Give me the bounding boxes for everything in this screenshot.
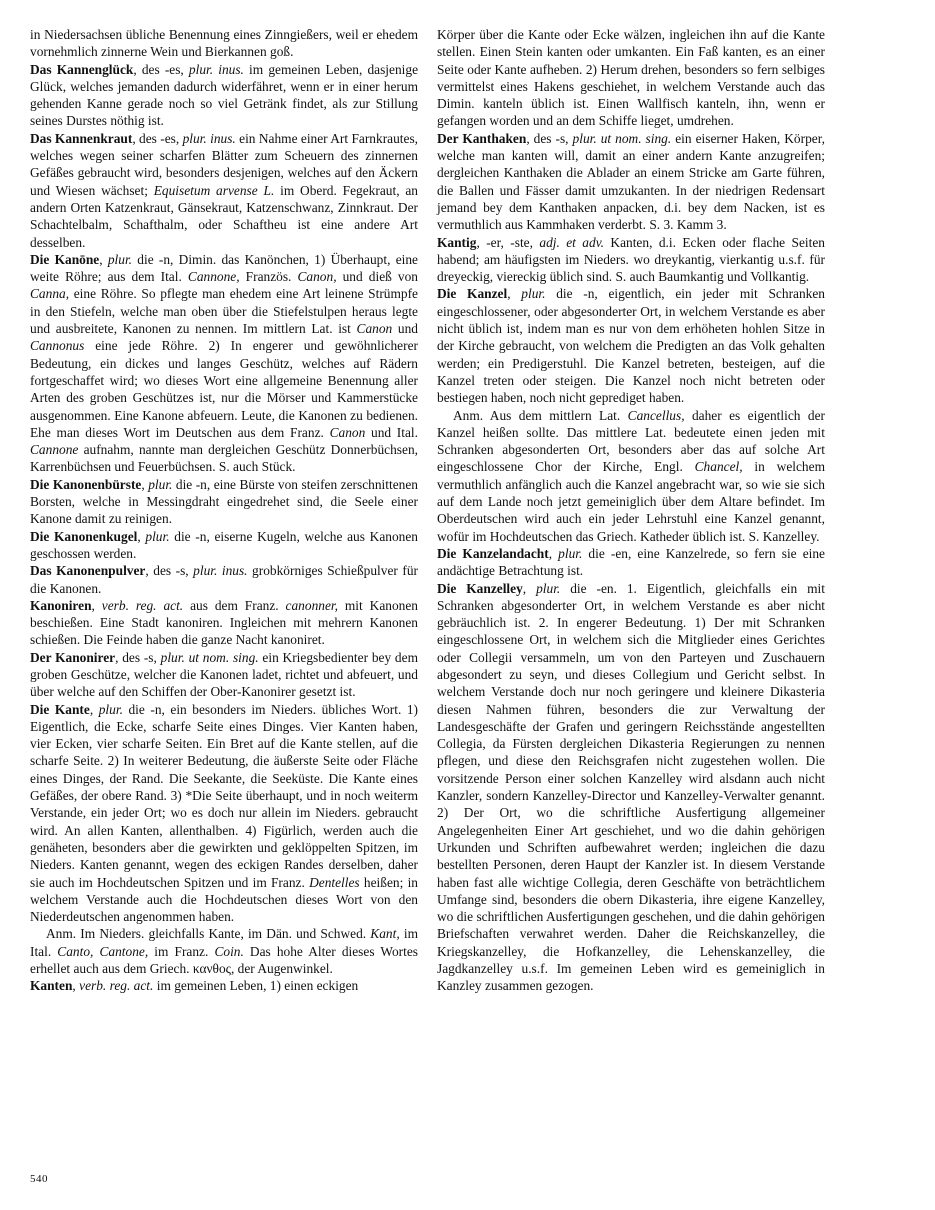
right-column bbox=[437, 26, 825, 995]
entry-headword: Kanoniren bbox=[30, 597, 92, 613]
entry-italic-term: canonner, bbox=[285, 597, 338, 613]
entry-text: , bbox=[72, 978, 80, 994]
entry-italic-term: Canon bbox=[356, 321, 393, 337]
entry-text: , des -es, bbox=[133, 61, 189, 77]
left-column bbox=[30, 26, 418, 995]
entry-italic-term: plur. bbox=[98, 701, 123, 717]
dictionary-entry bbox=[30, 130, 418, 251]
entry-headword: Die Kanonenbürste bbox=[30, 476, 142, 492]
entry-text: , des -es, bbox=[132, 130, 183, 146]
entry-text: , bbox=[141, 476, 149, 492]
entry-italic-term: Coin. bbox=[214, 943, 244, 959]
entry-italic-term: Cannone bbox=[30, 442, 79, 458]
entry-italic-term: Dentelles bbox=[309, 874, 360, 890]
entry-text: die -n, eine Bürste von steifen zerschnittenen Borsten, welche in Messingdraht eingedrehet sind, die Seele einer Kanone damit zu reinigen. bbox=[30, 476, 418, 527]
entry-italic-term: Equisetum arvense L. bbox=[153, 182, 275, 198]
entry-italic-term: plur. bbox=[107, 251, 133, 267]
entry-headword: Die Kanōne bbox=[30, 251, 100, 267]
dictionary-entry bbox=[30, 562, 418, 597]
entry-italic-term: plur. bbox=[558, 545, 583, 561]
entry-text: ein eiserner Haken, Körper, welche man kanten will, damit an einer andern Kante anzugreifen; dergleichen Kanthaken die Ablader an einem Stricke am Garte führen, die Ballen und Fässer damit umzukanten. In der niedrigen Redensart jemand bey dem Kanthaken anpacken, d.i. bey dem Nacken, ist es vermuthlich aus Kammhaken verderbt. S. 3. Kamm 3. bbox=[437, 130, 825, 233]
entry-text: , des -s, bbox=[526, 130, 573, 146]
entry-text: Französ. bbox=[239, 269, 298, 285]
entry-text: aus dem Franz. bbox=[183, 597, 286, 613]
entry-text: Anm. Aus dem mittlern Lat. bbox=[453, 407, 628, 423]
entry-italic-term: Kant, bbox=[370, 926, 400, 942]
entry-italic-term: plur. ut nom. sing. bbox=[160, 649, 259, 665]
entry-text: , des -s, bbox=[145, 563, 194, 579]
entry-headword: Der Kanonirer bbox=[30, 649, 116, 665]
dictionary-entry bbox=[437, 285, 825, 406]
entry-text: die -n, eigentlich, ein jeder mit Schranken eingeschlossener, oder abgesonderter Ort, in welchem Verstande es aber nicht üblich ist, indem man es nur von dem erhöheten hohlen Sitze in der Kirche gebraucht, von welchem die Predigten an das Volk gehalten werden; ein Predigerstuhl. Die Kanzel betreten, besteigen, auf die Kanzel treten oder steigen. Die Kanzel noch nicht betreten oder bestiegen haben, noch nicht geprediget haben. bbox=[437, 286, 825, 406]
entry-italic-term: plur. bbox=[536, 580, 561, 596]
entry-text: , bbox=[91, 597, 102, 613]
entry-text: Das hohe Alter dieses Wortes erhellet auch aus dem Griech. κανθος, der Augenwinkel. bbox=[30, 943, 418, 977]
entry-text: die -n, ein besonders im Nieders. übliches Wort. 1) Eigentlich, die Ecke, scharfe Seite eines Dinges. Vier Kanten haben, vier Ecken, vier scharfe Seiten. Ein Bret auf die Kante stellen, auf die scharfe Seite. 2) In weiterer Bedeutung, die äußerste Seite oder Fläche eines Dinges, der Rand. Die Seekante, die Seeküste. Die Kante eines Gefäßes, der obere Rand. 3) *Die Seite überhaupt, und in noch weiterm Verstande, ein jeder Ort; wo es doch nur allein im Nieders. gebraucht wird. An allen Kanten, allenthalben. 4) Figürlich, werden auch die genäheten, besonders aber die gewirkten und geklöppelten Spitzen, im Nieders. Kanten genannt, wegen des eckigen Randes derselben, daher sie auch im Hochdeutschen Spitzen und im Franz. bbox=[30, 701, 418, 890]
dictionary-entry bbox=[30, 251, 418, 476]
entry-italic-term: Canto, Cantone, bbox=[57, 943, 149, 959]
entry-text: , -er, -ste, bbox=[476, 234, 540, 250]
entry-italic-term: Canon, bbox=[297, 269, 337, 285]
entry-text: , bbox=[507, 286, 522, 302]
entry-headword: Das Kannenglück bbox=[30, 61, 134, 77]
entry-italic-term: plur. bbox=[521, 286, 546, 302]
entry-italic-term: plur. inus. bbox=[188, 61, 244, 77]
dictionary-entry bbox=[30, 649, 418, 701]
dictionary-entry bbox=[30, 597, 418, 649]
entry-text: ein Kriegsbedienter bey dem groben Geschütze, welcher die Kanonen ladet, richtet und abfeuert, und über welche auf den Schiffen der Ober-Kanonirer gesetzt ist. bbox=[30, 649, 418, 700]
entry-text: , bbox=[99, 251, 108, 267]
entry-italic-term: Canon bbox=[329, 424, 366, 440]
entry-text: im gemeinen Leben, dasjenige Glück, welches jemanden dadurch widerfähret, wenn er in einer herum gehenden Kanne gerade noch so viel Getränk findet, als zur Stillung seines Durstes nöthig ist. bbox=[30, 61, 419, 129]
dictionary-entry bbox=[437, 407, 825, 545]
entry-text: aufnahm, nannte man dergleichen Geschütz Donnerbüchsen, Karrenbüchsen und Feuerbüchsen. S. auch Stück. bbox=[30, 442, 418, 475]
entry-text: in welchem vermuthlich anfänglich auch die Kanzel angebracht war, so wie sie sich auf dem Lande noch jetzt gemeiniglich über dem Altare befindet. Im Oberdeutschen wird auch ein jeder Lehrstuhl eine Kanzel genannt, wofür im Hochdeutschen das Griech. Katheder üblich ist. S. Kanzelley. bbox=[437, 459, 825, 544]
entry-italic-term: Cancellus, bbox=[627, 407, 685, 423]
entry-text: Anm. Im Nieders. gleichfalls Kante, im Dän. und Schwed. bbox=[46, 926, 371, 942]
entry-headword: Die Kante bbox=[30, 701, 90, 717]
entry-text: Körper über die Kante oder Ecke wälzen, ingleichen ihn auf die Kante stellen. Einen Stein kanten oder umkanten. Ein Faß kanten, es an einer Seite oder Kante aufheben. 2) Herum drehen, besonders so fern selbiges vermittelst eines Hakens geschiehet, in welchem Verstande auch das Dimin. kanteln üblich ist. Einen Wallfisch kanteln, ihn, wenn er gefangen worden und an dem Schiffe lieget, umdrehen. bbox=[437, 27, 825, 129]
entry-text: und Ital. bbox=[365, 424, 418, 440]
entry-text: im Franz. bbox=[148, 943, 215, 959]
dictionary-entry bbox=[437, 26, 825, 130]
entry-italic-term: plur. ut nom. sing. bbox=[572, 130, 672, 146]
entry-text: , bbox=[522, 580, 537, 596]
entry-text: grobkörniges Schießpulver für die Kanonen. bbox=[30, 563, 419, 596]
entry-text: , bbox=[137, 528, 146, 544]
entry-italic-term: plur. inus. bbox=[182, 130, 236, 146]
entry-text: und bbox=[392, 321, 419, 337]
entry-text: eine Röhre. So pflegte man ehedem eine Art leinene Strümpfe in den Stiefeln, welche man oben über die Stiefelstulpen heraus legte und ausbreitete, Kanonen zu nennen. Im mittlern Lat. ist bbox=[30, 286, 418, 337]
entry-text: Kanten, d.i. Ecken oder flache Seiten habend; am häufigsten im Nieders. wo dreykantig, vierkantig u.s.f. für dreyeckig, viereckig üblich sind. S. auch Baumkantig und Vollkantig. bbox=[437, 234, 825, 285]
entry-italic-term: plur. inus. bbox=[193, 563, 248, 579]
dictionary-entry bbox=[30, 61, 418, 130]
entry-italic-term: verb. reg. act. bbox=[101, 597, 184, 613]
dictionary-entry bbox=[30, 476, 418, 528]
entry-text: die -n, Dimin. das Kanönchen, 1) Überhaupt, eine weite Röhre; aus dem Ital. bbox=[30, 251, 418, 285]
entry-text: eine jede Röhre. 2) In engerer und gewöhnlicherer Bedeutung, ein dickes und langes Geschütz, welches auf Rädern fortgeschaffet wird; wo dieses Wort eine allgemeine Benennung aller Arten des groben Geschützes ist, nur die Mörser und Kammerstücke ausgenommen. Eine Kanone abfeuern. Leute, die Kanonen zu bedienen. Ehe man dieses Wort im Deutschen aus dem Franz. bbox=[30, 338, 418, 440]
entry-text: heißen; in welchem Verstande auch die Hochdeutschen dieses Wort von den Niederdeutschen angenommen haben. bbox=[30, 874, 418, 925]
entry-text: und dieß von bbox=[336, 269, 418, 285]
dictionary-entry bbox=[437, 545, 825, 580]
entry-text: in Niedersachsen übliche Benennung eines Zinngießers, weil er ehedem vornehmlich zinnerne Wein und Bierkannen goß. bbox=[30, 27, 418, 60]
entry-text: die -n, eiserne Kugeln, welche aus Kanonen geschossen werden. bbox=[30, 528, 418, 561]
entry-text: ein Nahme einer Art Farnkrautes, welches wegen seiner scharfen Blätter zum Scheuern des zinnernen Gefäßes gebraucht wird, besonders desjenigen, welches auf den Äckern und Wiesen wächset; bbox=[30, 130, 419, 198]
entry-text: , bbox=[548, 545, 559, 561]
dictionary-entry bbox=[30, 528, 418, 563]
entry-text: die -en. 1. Eigentlich, gleichfalls ein mit Schranken abgesonderter Ort, in welchem Verstande es aber nicht gebräuchlich ist. 2. In engerer Bedeutung. 1) Der mit Schranken eingeschlossene Ort, in welchem sich die Mitglieder eines Gerichtes oder Collegii versammeln, um von den Parteyen und Zuschauern abgesondert zu seyn, und dieses Collegium und Gericht selbst. In welchem Verstande doch nur noch geringere und kleinere Dikasteria diesen Nahmen führen, besonders die zur Verwaltung der Landesgeschäfte der Grafen und geringern Reichsstände angestellten Collegia, da Fürsten dergleichen Dikasteria Regierungen zu nennen pflegen, und diese den Reichsgrafen nicht zugestehen wollen. Die vorsitzende Person einer solchen Kanzelley wird alsdann auch nicht Kanzler, sondern Kanzelley-Director und Kanzelley-Verwalter genannt. 2) Der Ort, wo die schriftliche Ausfertigung allgemeiner Angelegenheiten Einer Art geschiehet, und wo die dahin gehörigen Urkunden und Schriften aufbewahret werden; ingleichen die dazu bestellten Personen, deren Haupt der Kanzler ist. In diesem Verstande haben fast alle wichtige Collegia, deren Geschäfte von beträchtlichem Umfange sind, besonders die obern Dikasteria, ihre eigene Kanzelley, wo die schriftlichen Ausfertigungen geschehen, und die dahin gehörigen Briefschaften verwahret werden. Daher die Reichskanzelley, die Kriegskanzelley, die Hofkanzelley, die Lehenskanzelley, die Jagdkanzelley u.s.f. Im gemeinen Leben wird es gemeiniglich in Kanzley zusammen gezogen. bbox=[437, 580, 825, 994]
entry-text: , bbox=[89, 701, 99, 717]
dictionary-entry bbox=[30, 925, 418, 977]
entry-text: im Ital. bbox=[30, 926, 418, 959]
entry-italic-term: plur. bbox=[148, 476, 173, 492]
dictionary-entry bbox=[30, 977, 418, 994]
entry-italic-term: Cannonus bbox=[30, 338, 85, 354]
entry-headword: Das Kanonenpulver bbox=[30, 563, 146, 579]
entry-text: im Oberd. Fegekraut, an andern Orten Katzenkraut, Gänsekraut, Katzenschwanz, Zinnkraut. Der Schachtelbalm, Schafthalm, oder Schaftheu ist eine andere Art desselben. bbox=[30, 182, 418, 250]
entry-headword: Die Kanzelley bbox=[437, 580, 523, 596]
entry-text: die -en, eine Kanzelrede, so fern sie eine andächtige Betrachtung ist. bbox=[437, 545, 826, 579]
entry-italic-term: plur. bbox=[145, 528, 170, 544]
entry-text: im gemeinen Leben, 1) einen eckigen bbox=[153, 978, 359, 994]
entry-text: , des -s, bbox=[115, 649, 161, 665]
entry-text: mit Kanonen beschießen. Eine Stadt kanoniren. Ingleichen mit mehrern Kanonen schießen. Die Feinde haben die ganze Nacht kanoniret. bbox=[30, 597, 418, 648]
entry-headword: Die Kanonenkugel bbox=[30, 528, 138, 544]
dictionary-entry bbox=[437, 580, 825, 995]
entry-headword: Der Kanthaken bbox=[437, 130, 527, 146]
entry-headword: Die Kanzelandacht bbox=[437, 545, 549, 561]
dictionary-entry bbox=[30, 701, 418, 926]
dictionary-entry bbox=[437, 234, 825, 286]
entry-headword: Das Kannenkraut bbox=[30, 130, 133, 146]
entry-italic-term: adj. et adv. bbox=[539, 234, 604, 250]
entry-headword: Die Kanzel bbox=[437, 286, 508, 302]
entry-text: daher es eigentlich der Kanzel heißen sollte. Das mittlere Lat. bedeutete einen jeden mit Schranken abgesonderten Ort, besonders aber das auf solche Art eingeschlossene Chor der Kirche, Engl. bbox=[437, 407, 825, 475]
page-number: 540 bbox=[30, 1173, 48, 1185]
entry-italic-term: verb. reg. act. bbox=[79, 978, 154, 994]
entry-headword: Kanten bbox=[30, 978, 73, 994]
entry-italic-term: Cannone, bbox=[187, 269, 240, 285]
dictionary-entry bbox=[30, 26, 418, 61]
entry-headword: Kantig bbox=[437, 234, 477, 250]
entry-italic-term: Canna, bbox=[30, 286, 70, 302]
entry-italic-term: Chancel, bbox=[694, 459, 743, 475]
dictionary-entry bbox=[437, 130, 825, 234]
